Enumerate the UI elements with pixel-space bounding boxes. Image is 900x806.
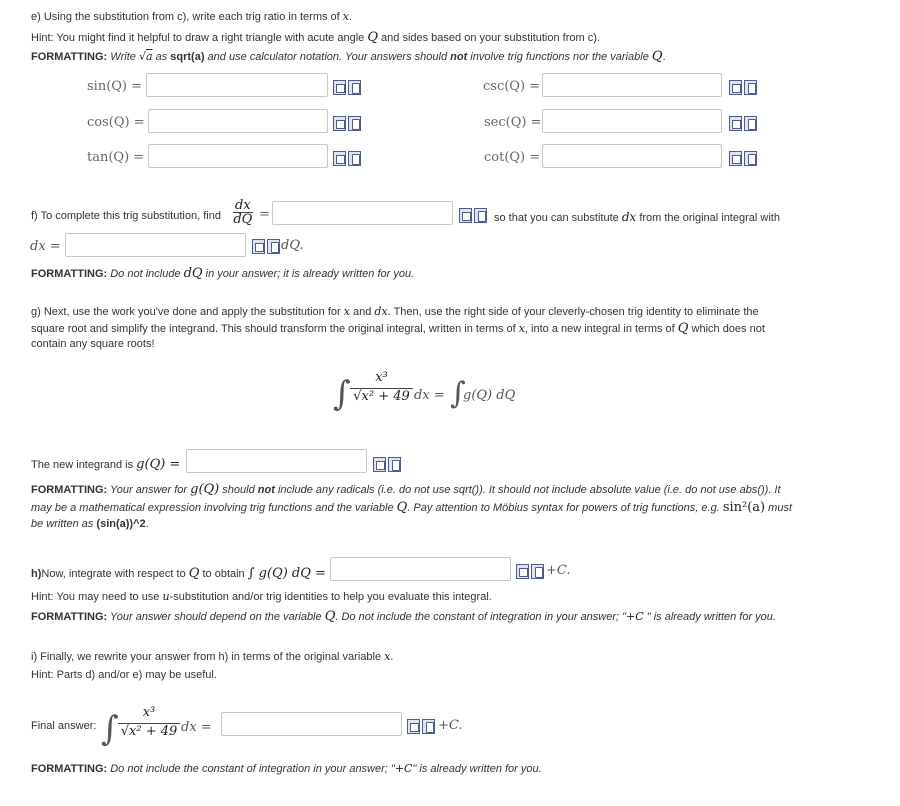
preview-icon[interactable] bbox=[348, 116, 361, 131]
csc-label: csc(Q) = bbox=[483, 79, 541, 94]
cot-input[interactable] bbox=[542, 144, 722, 168]
equation-editor-icon[interactable] bbox=[252, 239, 265, 254]
part-i-formatting: FORMATTING: Do not include the constant of integration in your answer; "+C" is already written for you. bbox=[31, 762, 542, 775]
equation-editor-icon[interactable] bbox=[729, 80, 742, 95]
sin-input[interactable] bbox=[146, 73, 328, 97]
cos-tools[interactable] bbox=[333, 116, 361, 132]
integral-rhs: g(Q) dQ bbox=[463, 388, 516, 403]
cos-label: cos(Q) = bbox=[87, 115, 145, 130]
part-h-formatting: FORMATTING: Your answer should depend on the variable Q. Do not include the constant of integration in your answer; "+C " is already written for you. bbox=[31, 609, 776, 624]
dx-equals-label: dx = bbox=[30, 239, 61, 254]
final-fraction: x³ √x² + 49 bbox=[118, 706, 180, 739]
part-i-intro: i) Finally, we rewrite your answer from h) in terms of the original variable x. bbox=[31, 650, 394, 663]
preview-icon[interactable] bbox=[744, 116, 757, 131]
sec-tools[interactable] bbox=[729, 116, 757, 132]
sec-input[interactable] bbox=[542, 109, 722, 133]
dx-dq-fraction: $\frac{dx}{dQ}$ bbox=[233, 198, 253, 227]
part-e-hint: Hint: You might find it helpful to draw a right triangle with acute angle Q and sides based on your substitution from c). bbox=[31, 30, 600, 45]
preview-icon[interactable] bbox=[267, 239, 280, 254]
part-f-intro: f) To complete this trig substitution, find bbox=[31, 210, 221, 222]
tan-label: tan(Q) = bbox=[87, 150, 145, 165]
integral-dx: dx = bbox=[414, 388, 445, 403]
part-f-after: so that you can substitute dx from the original integral with bbox=[494, 210, 780, 224]
part-g-line3: contain any square roots! bbox=[31, 338, 155, 350]
integral-sign: ∫ bbox=[333, 374, 351, 414]
equation-editor-icon[interactable] bbox=[459, 208, 472, 223]
equation-editor-icon[interactable] bbox=[373, 457, 386, 472]
sin-label: sin(Q) = bbox=[87, 79, 143, 94]
part-h-hint: Hint: You may need to use u-substitution and/or trig identities to help you evaluate this integral. bbox=[31, 590, 492, 603]
g-input[interactable] bbox=[186, 449, 367, 473]
sec-label: sec(Q) = bbox=[484, 115, 542, 130]
part-g-format1: FORMATTING: Your answer for g(Q) should not include any radicals (i.e. do not use sqrt()). It should not include absolute value (i.e. do not use abs()). It bbox=[31, 482, 781, 497]
preview-icon[interactable] bbox=[348, 80, 361, 95]
dx-tools[interactable] bbox=[252, 239, 280, 255]
tan-tools[interactable] bbox=[333, 151, 361, 167]
h-input[interactable] bbox=[330, 557, 511, 581]
preview-icon[interactable] bbox=[531, 564, 544, 579]
dx-dq-tools[interactable] bbox=[459, 208, 487, 224]
g-tools[interactable] bbox=[373, 457, 401, 473]
part-i-hint: Hint: Parts d) and/or e) may be useful. bbox=[31, 669, 217, 681]
h-tools[interactable] bbox=[516, 564, 544, 580]
part-g-format3: be written as (sin(a))^2. bbox=[31, 518, 149, 530]
preview-icon[interactable] bbox=[744, 80, 757, 95]
preview-icon[interactable] bbox=[388, 457, 401, 472]
new-integrand-label: The new integrand is g(Q) = bbox=[31, 457, 181, 472]
integral-fraction: x³ √x² + 49 bbox=[350, 371, 413, 404]
final-plus-c: +C. bbox=[438, 718, 463, 733]
equation-editor-icon[interactable] bbox=[333, 80, 346, 95]
h-plus-c: +C. bbox=[546, 563, 571, 578]
equation-editor-icon[interactable] bbox=[729, 151, 742, 166]
part-g-format2: may be a mathematical expression involving trig functions and the variable Q. Pay attention to Möbius syntax for powers of trig functions, e.g. sin²(a) must bbox=[31, 500, 793, 515]
equation-editor-icon[interactable] bbox=[333, 116, 346, 131]
final-tools[interactable] bbox=[407, 719, 435, 735]
csc-input[interactable] bbox=[542, 73, 722, 97]
final-dx: dx = bbox=[181, 720, 212, 735]
final-integral-sign: ∫ bbox=[101, 709, 119, 749]
cos-input[interactable] bbox=[148, 109, 328, 133]
integral-sign-rhs: ∫ bbox=[450, 376, 466, 411]
equation-editor-icon[interactable] bbox=[407, 719, 420, 734]
equals-sign: = bbox=[259, 207, 270, 222]
dq-label: dQ. bbox=[281, 238, 304, 253]
sin-tools[interactable] bbox=[333, 80, 361, 96]
final-input[interactable] bbox=[221, 712, 402, 736]
preview-icon[interactable] bbox=[474, 208, 487, 223]
equation-editor-icon[interactable] bbox=[333, 151, 346, 166]
csc-tools[interactable] bbox=[729, 80, 757, 96]
preview-icon[interactable] bbox=[744, 151, 757, 166]
preview-icon[interactable] bbox=[348, 151, 361, 166]
dx-input[interactable] bbox=[65, 233, 246, 257]
final-answer-label: Final answer: bbox=[31, 720, 97, 732]
preview-icon[interactable] bbox=[422, 719, 435, 734]
cot-tools[interactable] bbox=[729, 151, 757, 167]
part-f-formatting: FORMATTING: Do not include dQ in your answer; it is already written for you. bbox=[31, 266, 415, 281]
tan-input[interactable] bbox=[148, 144, 328, 168]
part-g-line2: square root and simplify the integrand. This should transform the original integral, written in terms of x, into a new integral in terms of Q which does not bbox=[31, 321, 765, 336]
part-e-formatting: FORMATTING: Write √a as sqrt(a) and use calculator notation. Your answers should not involve trig functions nor the variable Q. bbox=[31, 49, 666, 64]
dx-dq-input[interactable] bbox=[272, 201, 453, 225]
equation-editor-icon[interactable] bbox=[516, 564, 529, 579]
part-e-intro: e) Using the substitution from c), write each trig ratio in terms of x. bbox=[31, 10, 353, 23]
equation-editor-icon[interactable] bbox=[729, 116, 742, 131]
cot-label: cot(Q) = bbox=[484, 150, 541, 165]
part-g-line1: g) Next, use the work you've done and apply the substitution for x and dx. Then, use the right side of your cleverly-chosen trig identity to eliminate the bbox=[31, 305, 759, 318]
part-h-prompt: h)Now, integrate with respect to Q to obtain ∫ g(Q) dQ = bbox=[31, 566, 326, 581]
